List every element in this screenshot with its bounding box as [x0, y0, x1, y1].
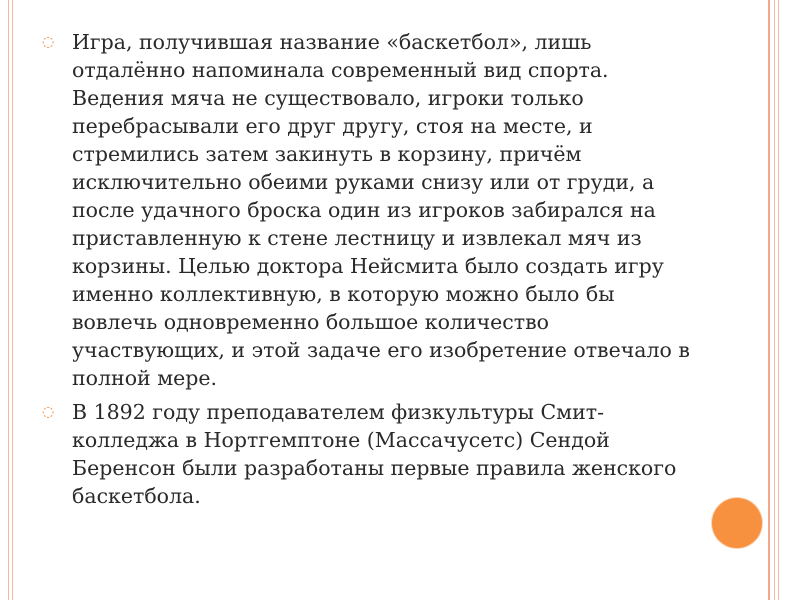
bullet-text: Игра, получившая название «баскетбол», лишь отдалённо напоминала современный вид спорта. Ведения мяча не существовало, игроки только перебрасывали его друг другу, стоя на месте, и стремились затем закинуть в корзину, причём исключительно обеими руками снизу или от груди, а после удачного броска один из игроков забирался на приставленную к стене лестницу и извлекал мяч из корзины. Целью доктора Нейсмита было создать игру именно коллективную, в которую можно было бы вовлечь одновременно большое количество участвующих, и этой задаче его изобретение отвечало в полной мере.: [72, 30, 690, 390]
slide-content: [42, 28, 702, 516]
right-border-line: [778, 0, 779, 600]
bullet-item: [42, 28, 702, 392]
decorative-circle-icon: [712, 498, 762, 548]
bullet-text: В 1892 году преподавателем физкультуры Смит-колледжа в Нортгемптоне (Массачусетс) Сендой Беренсон были разработаны первые правила женского баскетбола.: [72, 400, 677, 508]
bullet-icon: ◌: [42, 34, 55, 50]
right-border-line: [768, 0, 770, 600]
left-border-line: [8, 0, 9, 600]
left-border-line: [12, 0, 13, 600]
bullet-item: [42, 398, 702, 510]
right-border-line: [774, 0, 775, 600]
bullet-icon: ◌: [42, 404, 55, 420]
